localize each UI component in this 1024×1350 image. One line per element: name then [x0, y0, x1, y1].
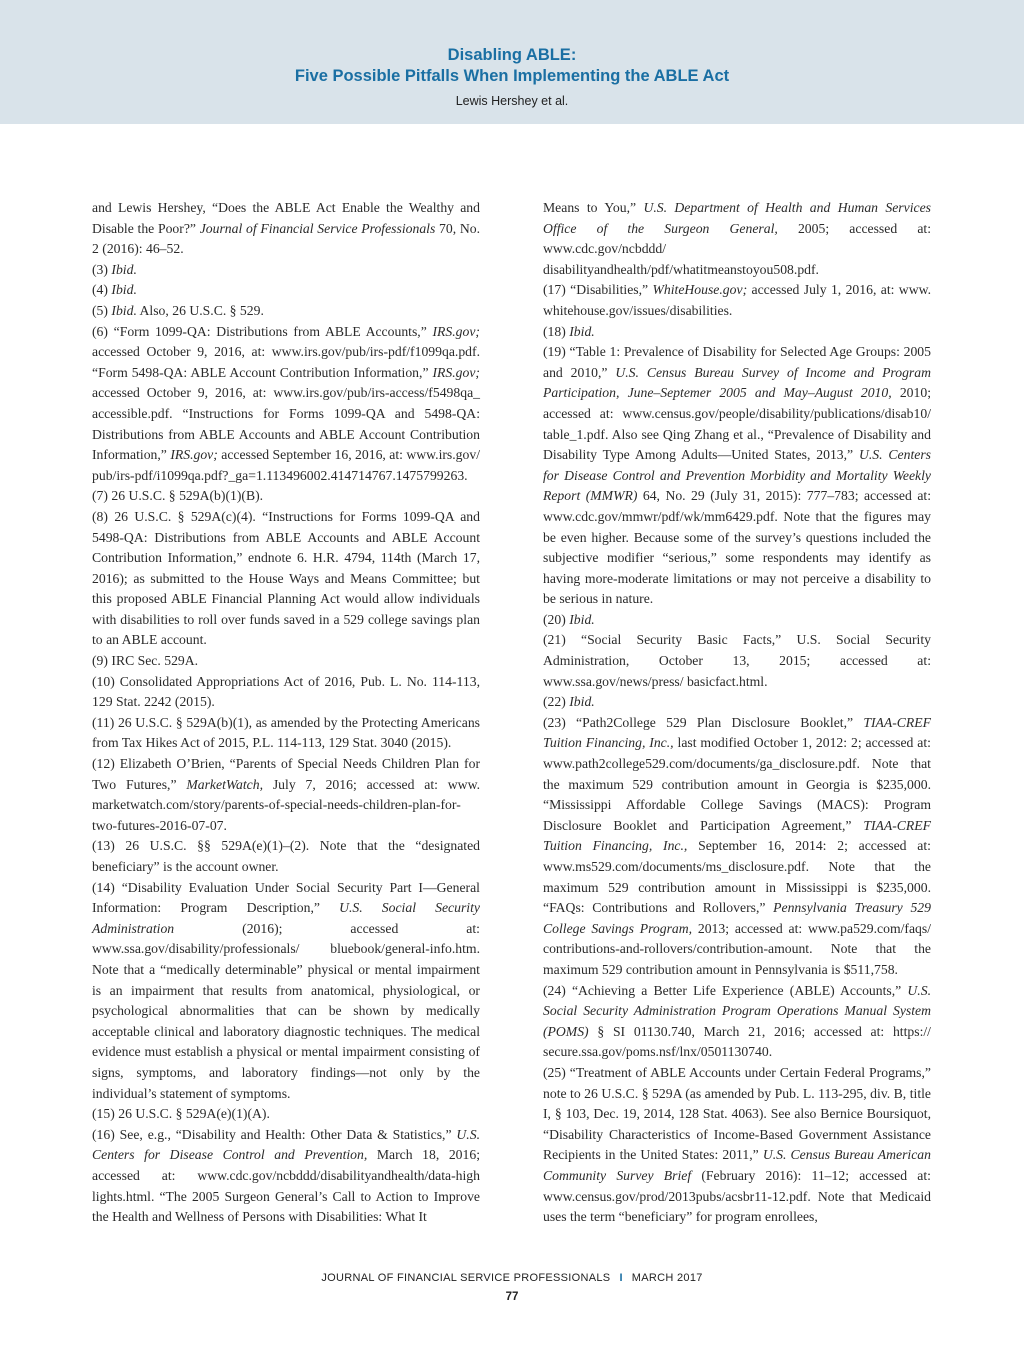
- endnote: (7) 26 U.S.C. § 529A(b)(1)(B).: [92, 488, 264, 504]
- endnote: (6) “Form 1099-QA: Distributions from ABLE Accounts,” IRS.gov; accessed October 9, 2016, at: www.irs.gov/pub/irs-pdf/f1099qa.pdf. “Form 5498-QA: ABLE Account Contribution Information,” IRS.gov; accessed October 9, 2016, at: www.irs.gov/pub/irs-access/f5498qa_ accessible.pdf. “Instructions for Forms 1099-QA and 5498-QA: Distributions from ABLE Accounts and ABLE Account Contribution Information,” IRS.gov; accessed September 16, 2016, at: www.irs.gov/ pub/irs-pdf/i1099qa.pdf?_ga=1.113496002.414714767.1475799263.: [92, 323, 481, 483]
- endnote: (4) Ibid.: [92, 282, 137, 298]
- footer: [0, 1272, 1024, 1284]
- endnote: (5) Ibid. Also, 26 U.S.C. § 529.: [92, 302, 264, 318]
- endnote: (9) IRC Sec. 529A.: [92, 653, 199, 669]
- endnote: and Lewis Hershey, “Does the ABLE Act Enable the Wealthy and Disable the Poor?” Journal of Financial Service Professionals 70, No. 2 (2016): 46–52.: [92, 200, 480, 257]
- right-column: [543, 198, 931, 1228]
- endnote: (19) “Table 1: Prevalence of Disability for Selected Age Groups: 2005 and 2010,” U.S. Census Bureau Survey of Income and Program Participation, June–Septemer 2005 and May–August 2010, 2010; accessed at: www.census.gov/people/disability/publications/disab10/ table_1.pdf. Also see Qing Zhang et al., “Prevalence of Disability and Disability Type Among Adults—United States, 2013,” U.S. Centers for Disease Control and Prevention Morbidity and Mortality Weekly Report (MMWR) 64, No. 29 (July 31, 2015): 777–783; accessed at: www.cdc.gov/mmwr/pdf/wk/mm6429.pdf. Note that the figures may be even higher. Because some of the survey’s questions included the subjective modifier “serious,” some respondents may identify as having more-moderate limitations or may not perceive a disability to be serious in nature.: [543, 344, 931, 607]
- endnote: (25) “Treatment of ABLE Accounts under Certain Federal Programs,” note to 26 U.S.C. § 529A (as amended by Pub. L. 113-295, div. B, title I, § 103, Dec. 19, 2014, 128 Stat. 4063). See also Bernice Boursiquot, “Disability Characteristics of Income-Based Government Assistance Recipients in the United States: 2011,” U.S. Census Bureau American Community Survey Brief (February 2016): 11–12; accessed at: www.census.gov/prod/2013pubs/acsbr11-12.pdf. Note that Medicaid uses the term “beneficiary” for program enrollees,: [543, 1064, 931, 1225]
- endnote: (13) 26 U.S.C. §§ 529A(e)(1)–(2). Note that the “designated beneficiary” is the account owner.: [92, 838, 480, 874]
- left-column: [92, 198, 480, 1228]
- endnote: Means to You,” U.S. Department of Health and Human Services Office of the Surgeon General, 2005; accessed at: www.cdc.gov/ncbddd/ disabilityandhealth/pdf/whatitmeanstoyou508.pdf.: [543, 200, 931, 277]
- footer-separator: I: [619, 1272, 623, 1284]
- header-band: [0, 0, 1024, 124]
- endnote: (22) Ibid.: [543, 694, 595, 710]
- endnote: (23) “Path2College 529 Plan Disclosure Booklet,” TIAA-CREF Tuition Financing, Inc., last modified October 1, 2012: 2; accessed at: www.path2college529.com/documents/ga_disclosure.pdf. Note that the maximum 529 contribution amount in Georgia is $235,000. “Mississippi Affordable College Savings (MACS): Program Disclosure Booklet and Participation Agreement,” TIAA-CREF Tuition Financing, Inc., September 16, 2014: 2; accessed at: www.ms529.com/documents/ms_disclosure.pdf. Note that the maximum 529 contribution amount in Mississippi is $235,000. “FAQs: Contributions and Rollovers,” Pennsylvania Treasury 529 College Savings Program, 2013; accessed at: www.pa529.com/faqs/ contributions-and-rollovers/contribution-amount. Note that the maximum 529 contribution amount in Pennsylvania is $511,758.: [543, 714, 931, 977]
- article-authors: Lewis Hershey et al.: [455, 94, 569, 108]
- article-title: Disabling ABLE:: [447, 46, 577, 64]
- page-number: 77: [505, 1291, 519, 1303]
- endnote: (10) Consolidated Appropriations Act of 2016, Pub. L. No. 114-113, 129 Stat. 2242 (2015).: [92, 673, 480, 710]
- endnote: (15) 26 U.S.C. § 529A(e)(1)(A).: [92, 1106, 270, 1122]
- endnote: (16) See, e.g., “Disability and Health: Other Data & Statistics,” U.S. Centers for Disease Control and Prevention, March 18, 2016; accessed at: www.cdc.gov/ncbddd/disabilityandhealth/data-high lights.html. “The 2005 Surgeon General’s Call to Action to Improve the Health and Wellness of Persons with Disabilities: What It: [92, 1126, 480, 1225]
- endnote: (20) Ibid.: [543, 611, 595, 627]
- endnote: (3) Ibid.: [92, 261, 137, 277]
- endnote: (14) “Disability Evaluation Under Social Security Part I—General Information: Program Description,” U.S. Social Security Administration (2016); accessed at: www.ssa.gov/disability/professionals/ bluebook/general-info.htm. Note that a “medically determinable” physical or mental impairment is an impairment that results from anatomical, physiological, or psychological abnormalities that can be shown by medically acceptable clinical and laboratory diagnostic techniques. The medical evidence must establish a physical or mental impairment consisting of signs, symptoms, and laboratory findings—not only by the individual’s statement of symptoms.: [92, 879, 480, 1101]
- endnote: (17) “Disabilities,” WhiteHouse.gov; accessed July 1, 2016, at: www. whitehouse.gov/issues/disabilities.: [543, 282, 931, 318]
- endnote: (21) “Social Security Basic Facts,” U.S. Social Security Administration, October 13, 2015; accessed at: www.ssa.gov/news/press/ basicfact.html.: [543, 632, 931, 689]
- endnote: (12) Elizabeth O’Brien, “Parents of Special Needs Children Plan for Two Futures,” MarketWatch, July 7, 2016; accessed at: www. marketwatch.com/story/parents-of-special-needs-children-plan-for-two-futures-2016-07-07.: [92, 756, 480, 833]
- endnote: (8) 26 U.S.C. § 529A(c)(4). “Instructions for Forms 1099-QA and 5498-QA: Distributions from ABLE Accounts and ABLE Account Contribution Information,” endnote 6. H.R. 4794, 114th (March 17, 2016); as submitted to the House Ways and Means Committee; but this proposed ABLE Financial Planning Act would allow individuals with disabilities to roll over funds saved in a 529 college savings plan to an ABLE account.: [92, 508, 480, 648]
- issue-date: MARCH 2017: [631, 1272, 703, 1284]
- endnote: (18) Ibid.: [543, 323, 595, 339]
- endnote: (11) 26 U.S.C. § 529A(b)(1), as amended by the Protecting Americans from Tax Hikes Act of 2015, P.L. 114-113, 129 Stat. 3040 (2015).: [92, 714, 480, 751]
- journal-name: JOURNAL OF FINANCIAL SERVICE PROFESSIONALS: [321, 1272, 611, 1284]
- article-subtitle: Five Possible Pitfalls When Implementing the ABLE Act: [294, 67, 730, 85]
- endnote: (24) “Achieving a Better Life Experience (ABLE) Accounts,” U.S. Social Security Administration Program Operations Manual System (POMS) § SI 01130.740, March 21, 2016; accessed at: https:// secure.ssa.gov/poms.nsf/lnx/0501130740.: [543, 982, 931, 1060]
